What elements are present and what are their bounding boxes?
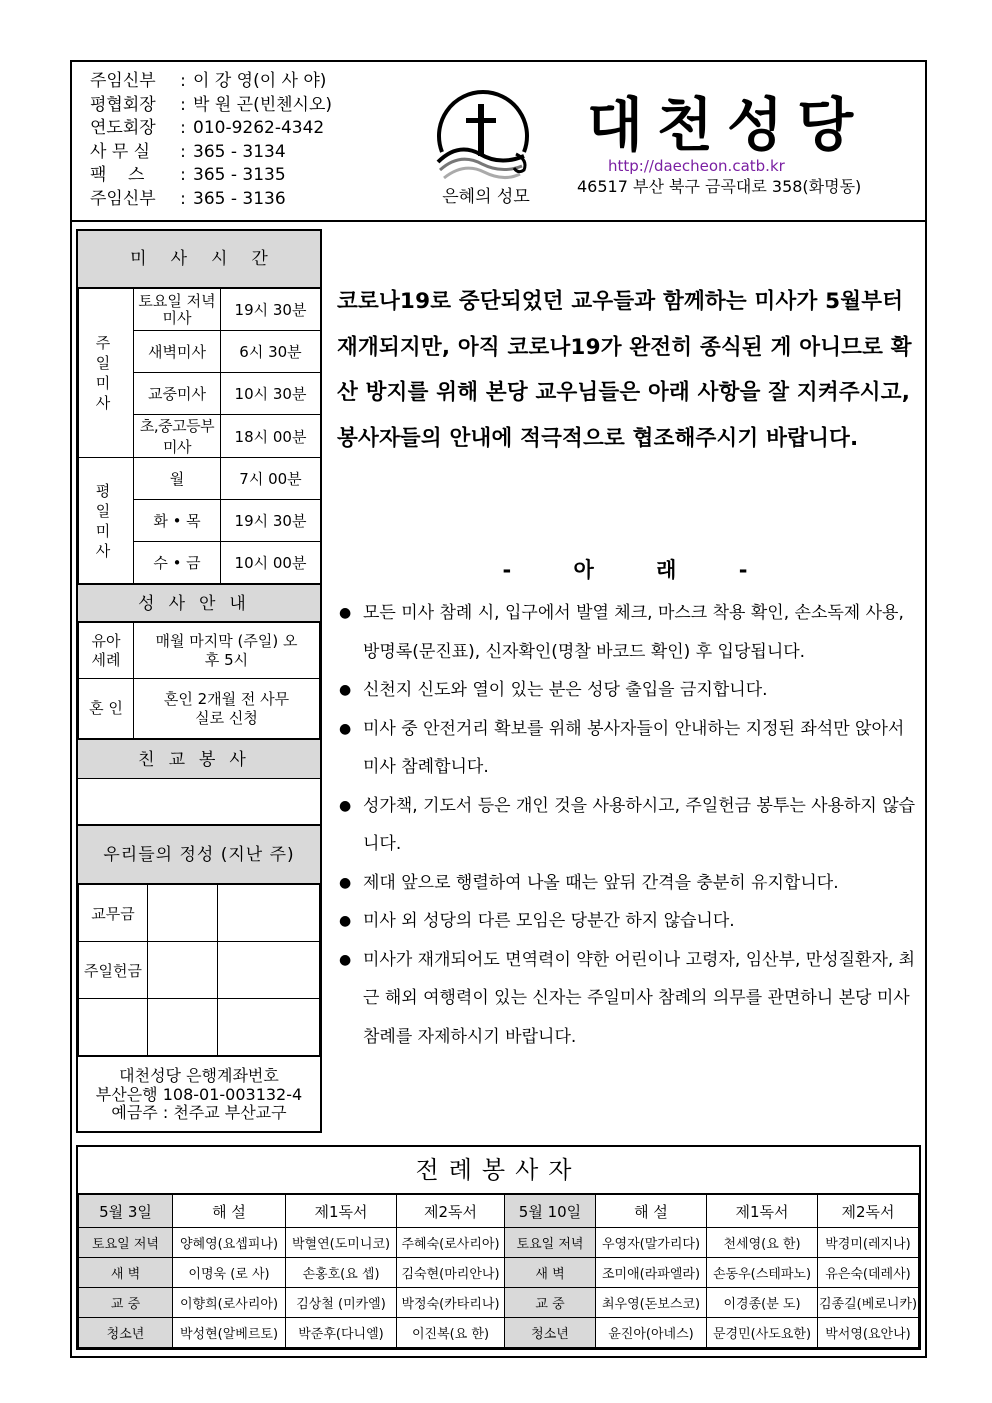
table-row bbox=[79, 1258, 919, 1288]
church-url-link[interactable]: http://daecheon.catb.kr bbox=[608, 157, 785, 175]
sacrament-heading: 성사안내 bbox=[78, 584, 320, 622]
contact-list bbox=[90, 70, 332, 212]
mass-time: 6시 30분 bbox=[221, 331, 321, 373]
notice-intro: 코로나19로 중단되었던 교우들과 함께하는 미사가 5월부터 재개되지만, 아직 코로나19가 완전히 종식된 게 아니므로 확산 방지를 위해 본당 교우님들은 아래 사항을 잘 지켜주시고, 봉사자들의 안내에 적극적으로 협조해주시기 바랍니다. bbox=[337, 289, 912, 451]
contact-row: 주임신부 : 이 강 영(이 사 야) bbox=[90, 71, 327, 91]
left-info-column bbox=[76, 229, 322, 1133]
server-cell: 박서영(요안나) bbox=[818, 1318, 919, 1348]
bullet-icon: ● bbox=[339, 720, 352, 737]
server-cell: 이진복(요 한) bbox=[397, 1318, 505, 1348]
contact-row: 팩 스 : 365 - 3135 bbox=[90, 165, 286, 186]
notice-column bbox=[325, 229, 925, 1139]
bullet-icon: ● bbox=[339, 797, 352, 814]
column-header: 제1독서 bbox=[707, 1195, 818, 1228]
notice-item: ● 제대 앞으로 행렬하여 나올 때는 앞뒤 간격을 충분히 유지합니다. bbox=[337, 864, 919, 903]
church-name-title: 대천성당 bbox=[587, 91, 868, 159]
contact-row: 사 무 실 : 365 - 3134 bbox=[90, 141, 286, 162]
bullet-icon: ● bbox=[339, 605, 352, 621]
bulletin-frame bbox=[70, 60, 927, 1358]
server-cell: 김종길(베로니카) bbox=[818, 1288, 919, 1318]
bullet-icon: ● bbox=[339, 874, 352, 891]
table-row bbox=[79, 1318, 919, 1348]
mass-name: 수 • 금 bbox=[134, 542, 221, 584]
bullet-icon: ● bbox=[339, 913, 352, 929]
notice-item: ● 모든 미사 참례 시, 입구에서 발열 체크, 마스크 착용 확인, 손소독제 사용, 방명록(문진표), 신자확인(명찰 바코드 확인) 후 입당됩니다. bbox=[337, 594, 919, 671]
mass-name: 월 bbox=[134, 458, 221, 500]
sacrament-table bbox=[78, 622, 320, 739]
mass-schedule-heading: 미사시간 bbox=[78, 231, 320, 288]
mass-time: 19시 30분 bbox=[221, 500, 321, 542]
logo-caption: 은혜의 성모 bbox=[442, 187, 530, 207]
row-label: 새 벽 bbox=[79, 1258, 173, 1288]
notice-item: ● 미사가 재개되어도 면역력이 약한 어린이나 고령자, 임산부, 만성질환자, 최근 해외 여행력이 있는 신자는 주일미사 참례의 의무를 관면하니 본당 미사참례를 자제하시기 바랍니다. bbox=[337, 941, 919, 1057]
server-cell: 손홍호(요 셉) bbox=[286, 1258, 397, 1288]
sunday-mass-label: 주일미사 bbox=[79, 289, 134, 458]
notice-item: ● 신천지 신도와 열이 있는 분은 성당 출입을 금지합니다. bbox=[337, 671, 919, 710]
server-cell: 유은숙(데레사) bbox=[818, 1258, 919, 1288]
offering-label: 교무금 bbox=[79, 885, 148, 942]
church-address: 46517 부산 북구 금곡대로 358(화명동) bbox=[577, 177, 862, 196]
server-cell: 우영자(말가리다) bbox=[596, 1228, 707, 1258]
sacrament-text: 혼인 2개월 전 사무실로 신청 bbox=[134, 679, 320, 739]
server-cell: 이경종(분 도) bbox=[707, 1288, 818, 1318]
liturgy-servers-table bbox=[78, 1194, 919, 1348]
row-label: 청소년 bbox=[79, 1318, 173, 1348]
notice-item: ● 미사 외 성당의 다른 모임은 당분간 하지 않습니다. bbox=[337, 902, 919, 941]
offering-label: 주일헌금 bbox=[79, 942, 148, 999]
server-cell: 손동우(스테파노) bbox=[707, 1258, 818, 1288]
bullet-icon: ● bbox=[339, 682, 352, 698]
bank-account-info bbox=[78, 1056, 320, 1131]
row-label: 청소년 bbox=[505, 1318, 596, 1348]
offering-table bbox=[78, 884, 320, 1056]
sacrament-text: 매월 마지막 (주일) 오후 5시 bbox=[134, 623, 320, 679]
mass-name: 토요일 저녁미사 bbox=[134, 289, 221, 331]
mass-time: 18시 00분 bbox=[221, 415, 321, 458]
mass-schedule-table bbox=[78, 288, 321, 584]
server-cell: 박경미(레지나) bbox=[818, 1228, 919, 1258]
mass-time: 19시 30분 bbox=[221, 289, 321, 331]
notice-list bbox=[337, 594, 919, 1056]
mass-name: 초,중고등부미사 bbox=[134, 415, 221, 458]
bullet-icon: ● bbox=[339, 951, 352, 968]
row-label: 교 중 bbox=[505, 1288, 596, 1318]
mass-name: 교중미사 bbox=[134, 373, 221, 415]
server-cell: 박혈연(도미니코) bbox=[286, 1228, 397, 1258]
server-cell: 최우영(돈보스코) bbox=[596, 1288, 707, 1318]
column-header: 제2독서 bbox=[818, 1195, 919, 1228]
server-cell: 박성현(알베르토) bbox=[173, 1318, 286, 1348]
notice-item: ● 미사 중 안전거리 확보를 위해 봉사자들이 안내하는 지정된 좌석만 앉아서 미사 참례합니다. bbox=[337, 710, 919, 787]
server-cell: 주혜숙(로사리아) bbox=[397, 1228, 505, 1258]
notice-item: ● 성가책, 기도서 등은 개인 것을 사용하시고, 주일헌금 봉투는 사용하지 않습니다. bbox=[337, 787, 919, 864]
liturgy-servers-title: 전례봉사자 bbox=[78, 1147, 919, 1194]
bulletin-header bbox=[72, 62, 925, 222]
column-header: 제1독서 bbox=[286, 1195, 397, 1228]
account-line: 부산은행 108-01-003132-4 bbox=[95, 1084, 303, 1104]
table-row bbox=[79, 1228, 919, 1258]
mass-name: 화 • 목 bbox=[134, 500, 221, 542]
column-header: 제2독서 bbox=[397, 1195, 505, 1228]
server-cell: 양혜영(요셉피나) bbox=[173, 1228, 286, 1258]
offering-heading: 우리들의 정성 (지난 주) bbox=[78, 826, 320, 884]
mass-name: 새벽미사 bbox=[134, 331, 221, 373]
liturgy-servers-section bbox=[76, 1145, 921, 1350]
contact-row: 연도회장 : 010-9262-4342 bbox=[90, 118, 325, 139]
server-cell: 이향희(로사리아) bbox=[173, 1288, 286, 1318]
sacrament-label: 유아 세례 bbox=[79, 623, 134, 679]
offering-label bbox=[79, 999, 148, 1056]
row-label: 교 중 bbox=[79, 1288, 173, 1318]
server-cell: 이명욱 (로 사) bbox=[173, 1258, 286, 1288]
row-label: 새 벽 bbox=[505, 1258, 596, 1288]
server-cell: 윤진아(아네스) bbox=[596, 1318, 707, 1348]
server-cell: 천세영(요 한) bbox=[707, 1228, 818, 1258]
mass-time: 10시 00분 bbox=[221, 542, 321, 584]
week1-date: 5월 3일 bbox=[79, 1195, 173, 1228]
contact-row: 주임신부 : 365 - 3136 bbox=[90, 188, 286, 209]
notice-title: - 아 래 - bbox=[502, 558, 748, 582]
account-line: 대천성당 은행계좌번호 bbox=[119, 1066, 279, 1085]
fellowship-heading: 친교봉사 bbox=[78, 739, 320, 779]
row-label: 토요일 저녁 bbox=[505, 1228, 596, 1258]
server-cell: 박준후(다니엘) bbox=[286, 1318, 397, 1348]
mass-time: 7시 00분 bbox=[221, 458, 321, 500]
server-cell: 김숙현(마리안나) bbox=[397, 1258, 505, 1288]
row-label: 토요일 저녁 bbox=[79, 1228, 173, 1258]
column-header: 해 설 bbox=[596, 1195, 707, 1228]
contact-row: 평협회장 : 박 원 곤(빈첸시오) bbox=[90, 94, 333, 115]
sacrament-label: 혼 인 bbox=[79, 679, 134, 739]
server-cell: 김상철 (미카엘) bbox=[286, 1288, 397, 1318]
column-header: 해 설 bbox=[173, 1195, 286, 1228]
account-line: 예금주 : 천주교 부산교구 bbox=[111, 1103, 287, 1122]
church-logo-icon bbox=[428, 90, 538, 190]
server-cell: 조미애(라파엘라) bbox=[596, 1258, 707, 1288]
mass-time: 10시 30분 bbox=[221, 373, 321, 415]
server-cell: 박정숙(카타리나) bbox=[397, 1288, 505, 1318]
server-cell: 문경민(사도요한) bbox=[707, 1318, 818, 1348]
week2-date: 5월 10일 bbox=[505, 1195, 596, 1228]
table-row bbox=[79, 1288, 919, 1318]
weekday-mass-label: 평일미사 bbox=[79, 458, 134, 584]
fellowship-body bbox=[78, 779, 320, 826]
